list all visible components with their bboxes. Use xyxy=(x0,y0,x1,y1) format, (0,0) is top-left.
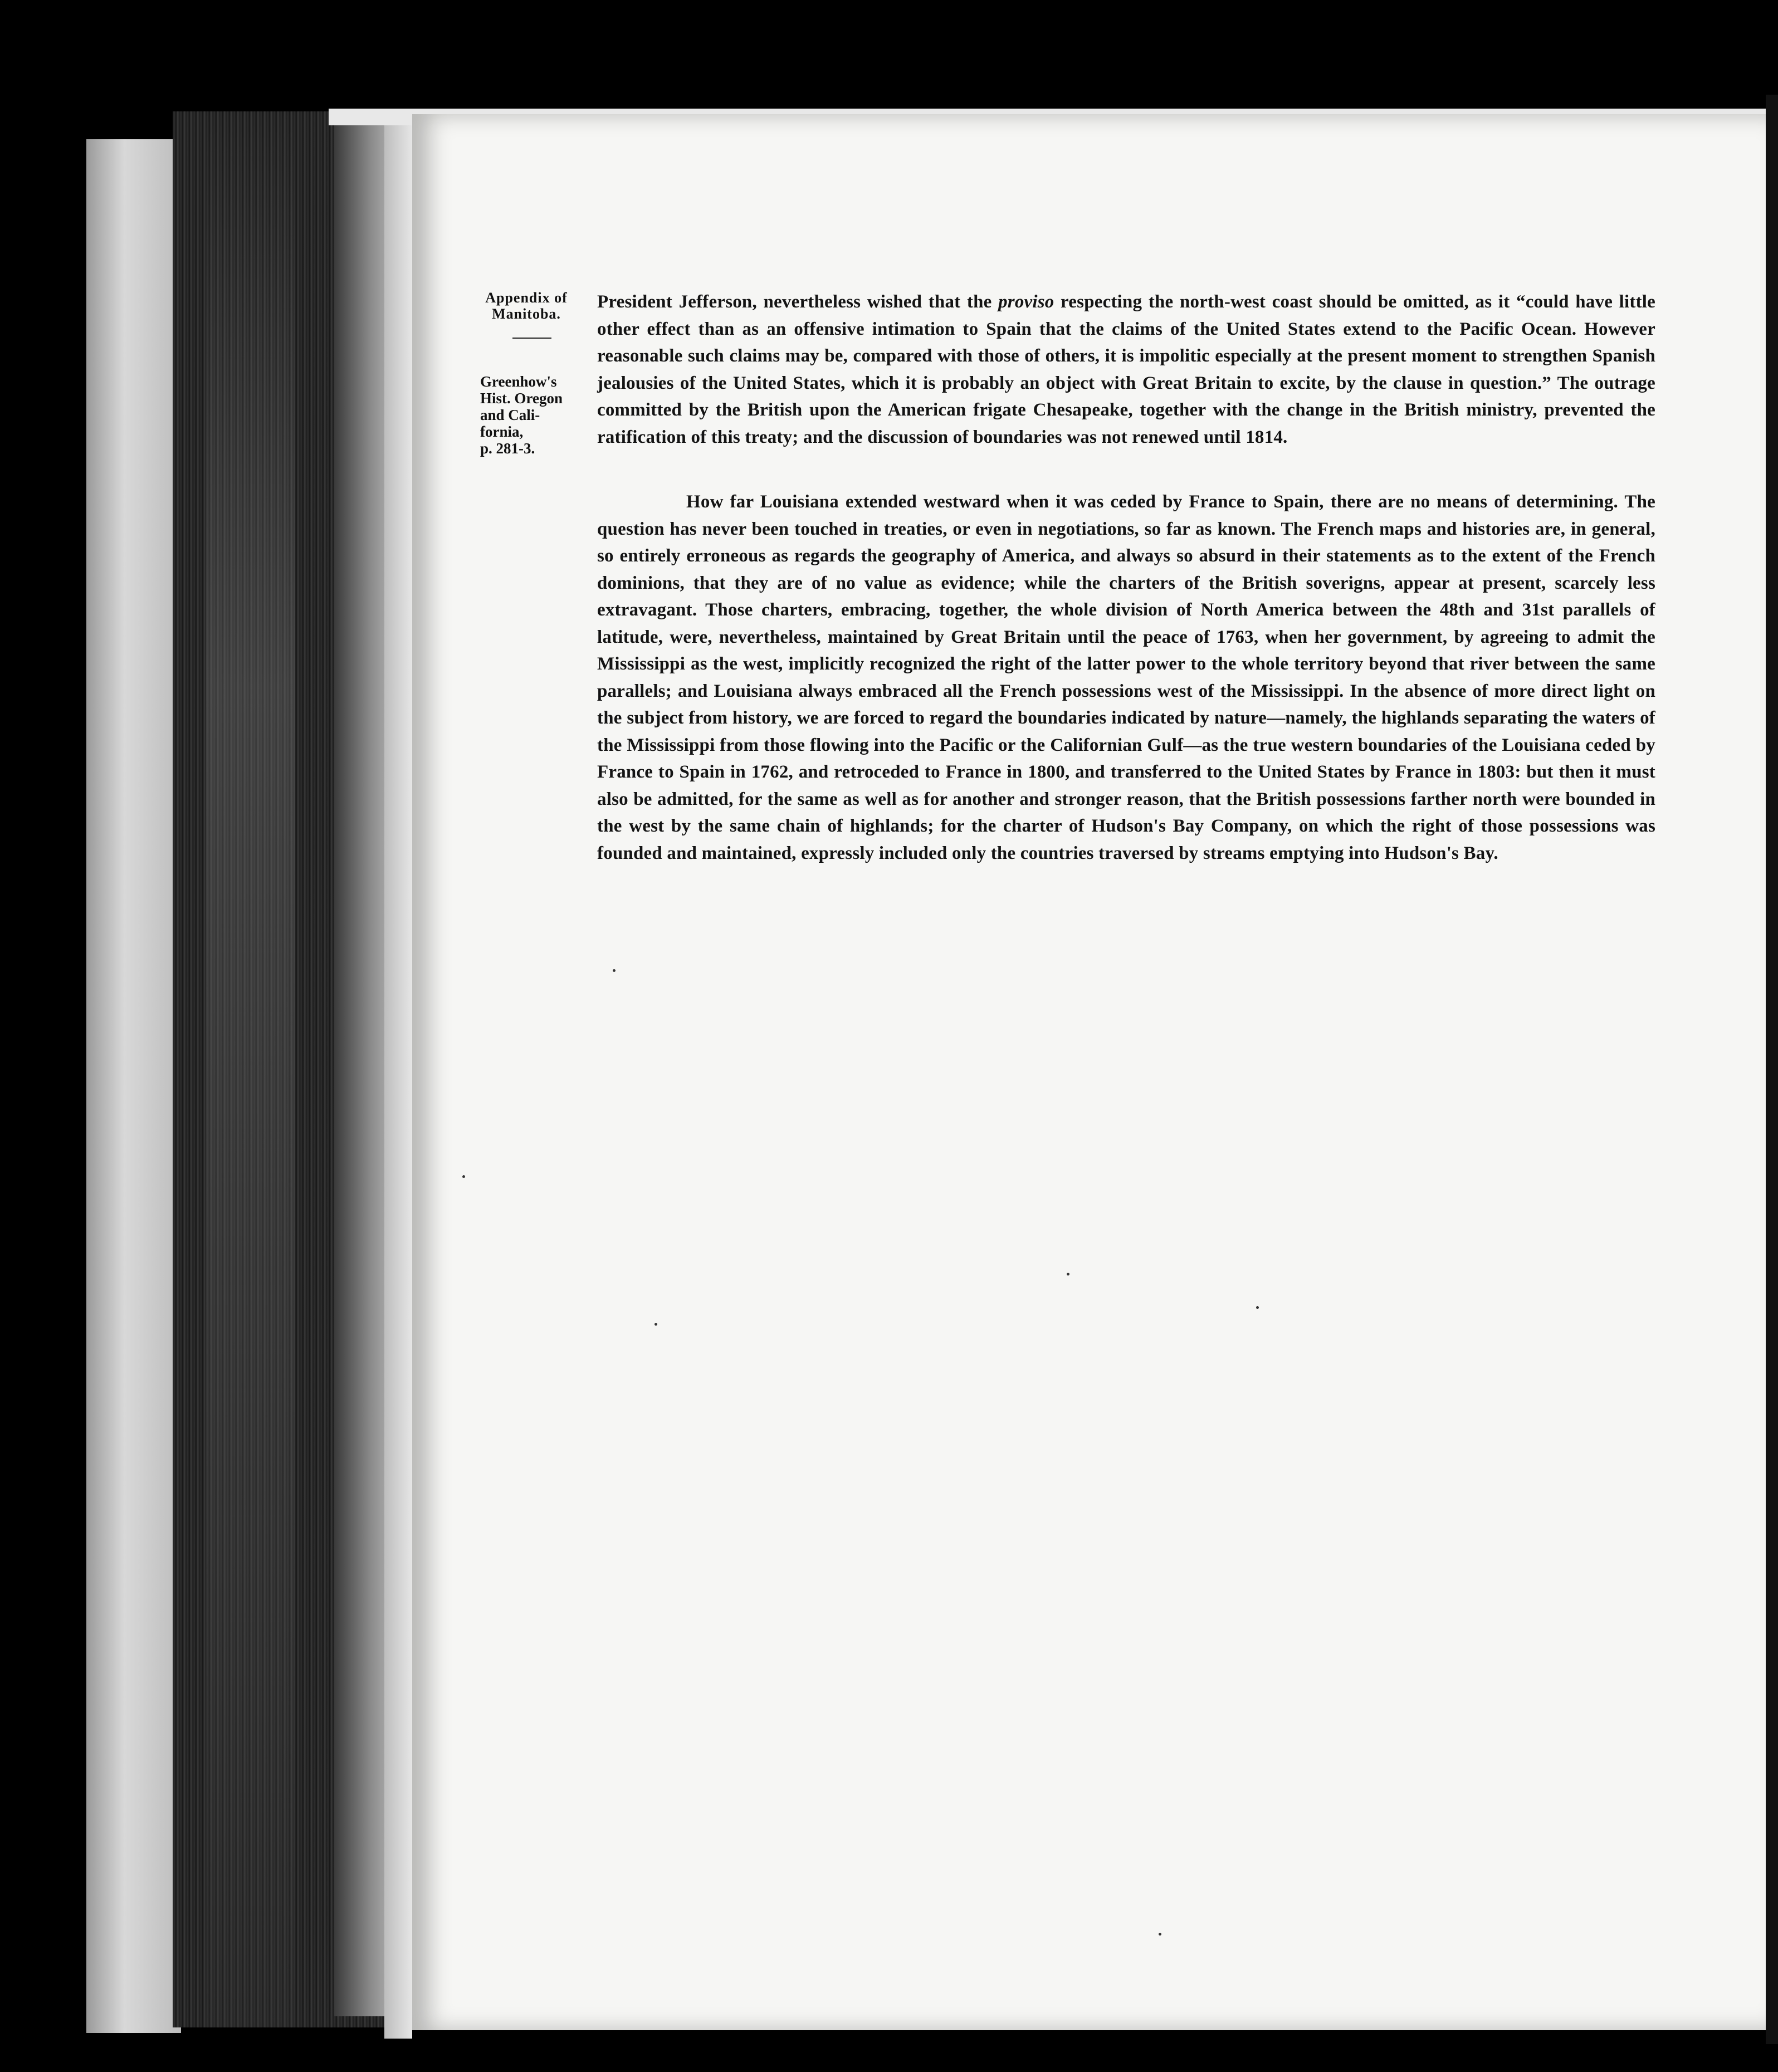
body-paragraph-1 xyxy=(597,289,1655,451)
scan-speck xyxy=(613,969,616,972)
page-edge-strip xyxy=(384,117,412,2039)
scan-speck xyxy=(462,1175,465,1178)
body-paragraph-2: How far Louisiana extended westward when it was ceded by France to Spain, there are no means of determining. The question has never been touched in treaties, or even in negotiations, so far as known. The French maps and histories are, in general, so entirely erroneous as regards the geography of America, and always so absurd in their statements as to the extent of the French dominions, that they are of no value as evidence; while the charters of the British soverigns, appear at present, scarcely less extravagant. Those charters, embracing, together, the whole division of North America between the 48th and 31st parallels of latitude, were, nevertheless, maintained by Great Britain until the peace of 1763, when her government, by agreeing to admit the Mississippi as the west, implicitly recognized the right of the latter power to the whole territory beyond that river between the same parallels; and Louisiana always embraced all the French possessions west of the Mississippi. In the absence of more direct light on the subject from history, we are forced to regard the boundaries indicated by nature—namely, the highlands separating the waters of the Mississippi from those flowing into the Pacific or the Californian Gulf—as the true western boundaries of the Louisiana ceded by France to Spain in 1762, and retroceded to France in 1800, and transferred to the United States by France in 1803: but then it must also be admitted, for the same as well as for another and stronger reason, that the British possessions farther north were bounded in the west by the same chain of highlands; for the charter of Hudson's Bay Company, on which the right of those possessions was founded and maintained, expressly included only the countries traversed by streams emptying into Hudson's Bay. xyxy=(597,492,1655,863)
para1-text-b: respecting the north-west coast should be omitted, as it “could have little other effect than as an offensive intimation to Spain that the claims of the United States extend to the Pacific Ocean. However reasonable such claims may be, compared with those of others, it is impolitic especially at the present moment to strengthen Spanish jealousies of the United States, which it is probably an object with Great Britain to excite, by the clause in question.” The outrage committed by the British upon the American frigate Chesapeake, together with the change in the British ministry, prevented the ratification of this treaty; and the discussion of boundaries was not renewed until 1814. xyxy=(597,292,1655,447)
scan-speck xyxy=(1067,1273,1069,1276)
margin-note-appendix: Appendix of Manitoba. xyxy=(485,290,568,322)
scan-speck xyxy=(1159,1933,1161,1936)
margin-note-source: Greenhow's Hist. Oregon and Cali- fornia, p. 281-3. xyxy=(480,373,563,457)
margin-rule xyxy=(512,338,551,339)
scan-speck xyxy=(654,1323,657,1326)
para1-italic: proviso xyxy=(998,292,1054,312)
right-page-edge xyxy=(1766,95,1778,2044)
left-page-edge xyxy=(86,139,181,2033)
scan-speck xyxy=(1256,1306,1259,1309)
para1-text-a: President Jefferson, nevertheless wished that the xyxy=(597,292,999,312)
